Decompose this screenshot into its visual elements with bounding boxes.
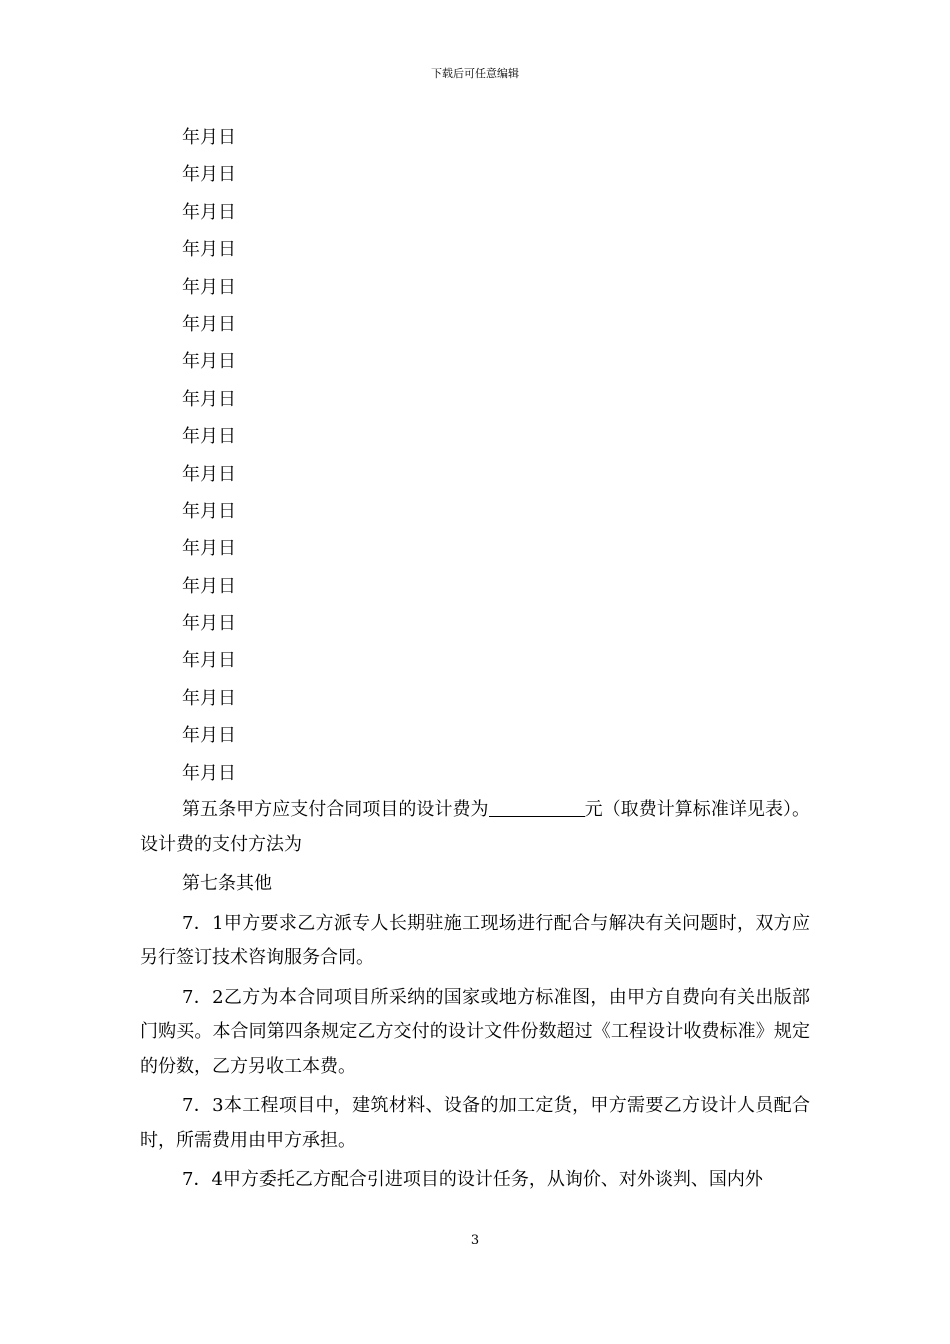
clause-7-1: 7．1甲方要求乙方派专人长期驻施工现场进行配合与解决有关问题时，双方应另行签订技术咨询服务合同。 bbox=[140, 912, 810, 968]
date-line: 年月日 bbox=[182, 762, 236, 784]
date-line: 年月日 bbox=[182, 463, 236, 485]
contract-body bbox=[140, 793, 810, 1203]
date-line: 年月日 bbox=[182, 164, 236, 186]
date-line: 年月日 bbox=[182, 313, 236, 335]
date-line: 年月日 bbox=[182, 351, 236, 373]
clause-7-4: 7．4甲方委托乙方配合引进项目的设计任务，从询价、对外谈判、国内外 bbox=[182, 1169, 763, 1190]
date-line: 年月日 bbox=[182, 201, 236, 223]
article-7-heading: 第七条其他 bbox=[182, 873, 272, 894]
date-line: 年月日 bbox=[182, 239, 236, 261]
date-line: 年月日 bbox=[182, 687, 236, 709]
date-line: 年月日 bbox=[182, 725, 236, 747]
date-line: 年月日 bbox=[182, 426, 236, 448]
page-header: 下载后可任意编辑 bbox=[431, 67, 519, 80]
clause-7-2: 7．2乙方为本合同项目所采纳的国家或地方标准图，由甲方自费向有关出版部门购买。本合同第四条规定乙方交付的设计文件份数超过《工程设计收费标准》规定的份数，乙方另收工本费。 bbox=[140, 986, 810, 1077]
date-line: 年月日 bbox=[182, 388, 236, 410]
date-line: 年月日 bbox=[182, 127, 236, 148]
fee-amount-blank bbox=[489, 796, 585, 817]
date-list bbox=[182, 124, 236, 797]
date-line: 年月日 bbox=[182, 500, 236, 522]
article-5-text-start: 第五条甲方应支付合同项目的设计费为 bbox=[182, 799, 489, 820]
date-line: 年月日 bbox=[182, 276, 236, 298]
page-number: 3 bbox=[470, 1233, 480, 1248]
article-5-text-end: 元（取费计算标准详见表）。设计费的支付方法为 bbox=[140, 799, 811, 855]
date-line: 年月日 bbox=[182, 538, 236, 560]
clause-7-3: 7．3本工程项目中，建筑材料、设备的加工定货，甲方需要乙方设计人员配合时，所需费用由甲方承担。 bbox=[140, 1095, 810, 1151]
article-5-paragraph bbox=[140, 793, 810, 862]
date-line: 年月日 bbox=[182, 650, 236, 672]
date-line: 年月日 bbox=[182, 613, 236, 635]
date-line: 年月日 bbox=[182, 575, 236, 597]
